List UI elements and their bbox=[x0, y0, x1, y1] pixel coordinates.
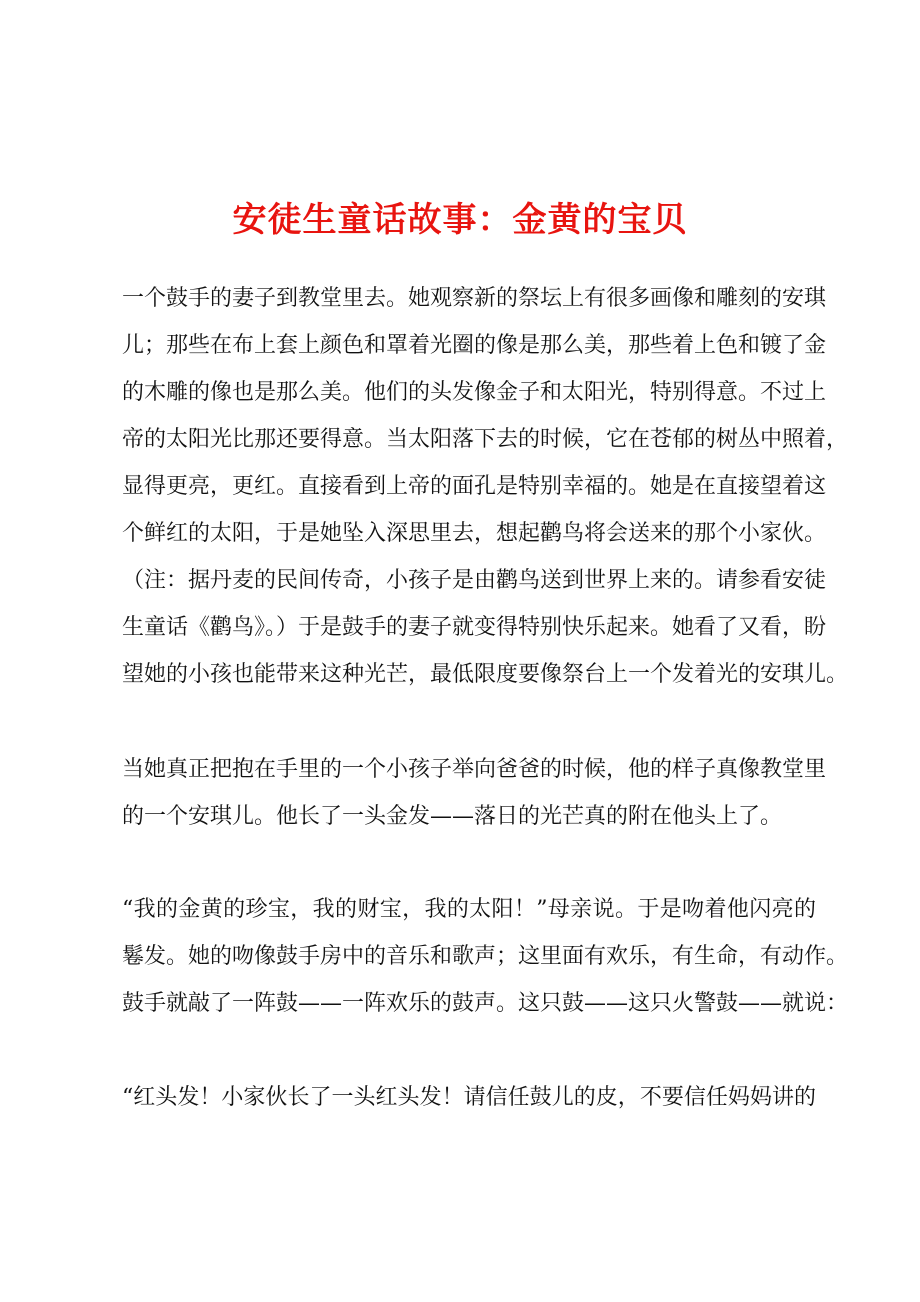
text-line: 当她真正把抱在手里的一个小孩子举向爸爸的时候，他的样子真像教堂里 bbox=[122, 757, 827, 782]
text-line: 一个鼓手的妻子到教堂里去。她观察新的祭坛上有很多画像和雕刻的安琪 bbox=[122, 286, 827, 311]
text-line: 帝的太阳光比那还要得意。当太阳落下去的时候，它在苍郁的树丛中照着， bbox=[122, 427, 849, 452]
text-line: “红头发！小家伙长了一头红头发！请信任鼓儿的皮，不要信任妈妈讲的 bbox=[122, 1085, 816, 1110]
text-line: 个鲜红的太阳，于是她坠入深思里去，想起鹳鸟将会送来的那个小家伙。 bbox=[122, 521, 827, 546]
text-line: 鼓手就敲了一阵鼓——一阵欢乐的鼓声。这只鼓——这只火警鼓——就说： bbox=[122, 991, 849, 1016]
paragraph-2 bbox=[122, 746, 827, 840]
text-line: （注：据丹麦的民间传奇，小孩子是由鹳鸟送到世界上来的。请参看安徒 bbox=[122, 568, 827, 593]
text-line: 显得更亮，更红。直接看到上帝的面孔是特别幸福的。她是在直接望着这 bbox=[122, 474, 827, 499]
text-line: 的一个安琪儿。他长了一头金发——落日的光芒真的附在他头上了。 bbox=[122, 804, 783, 829]
text-line: 望她的小孩也能带来这种光芒，最低限度要像祭台上一个发着光的安琪儿。 bbox=[122, 662, 849, 687]
document-title: 安徒生童话故事：金黄的宝贝 bbox=[232, 200, 688, 240]
paragraph-4 bbox=[122, 1074, 816, 1121]
paragraph-3 bbox=[122, 886, 849, 1027]
text-line: 鬈发。她的吻像鼓手房中的音乐和歌声；这里面有欢乐，有生命，有动作。 bbox=[122, 944, 849, 969]
text-line: 生童话《鹳鸟》。）于是鼓手的妻子就变得特别快乐起来。她看了又看，盼 bbox=[122, 615, 827, 640]
text-line: 儿；那些在布上套上颜色和罩着光圈的像是那么美，那些着上色和镀了金 bbox=[122, 333, 827, 358]
text-line: “我的金黄的珍宝，我的财宝，我的太阳！”母亲说。于是吻着他闪亮的 bbox=[122, 897, 816, 922]
paragraph-1 bbox=[122, 275, 849, 698]
text-line: 的木雕的像也是那么美。他们的头发像金子和太阳光，特别得意。不过上 bbox=[122, 380, 827, 405]
